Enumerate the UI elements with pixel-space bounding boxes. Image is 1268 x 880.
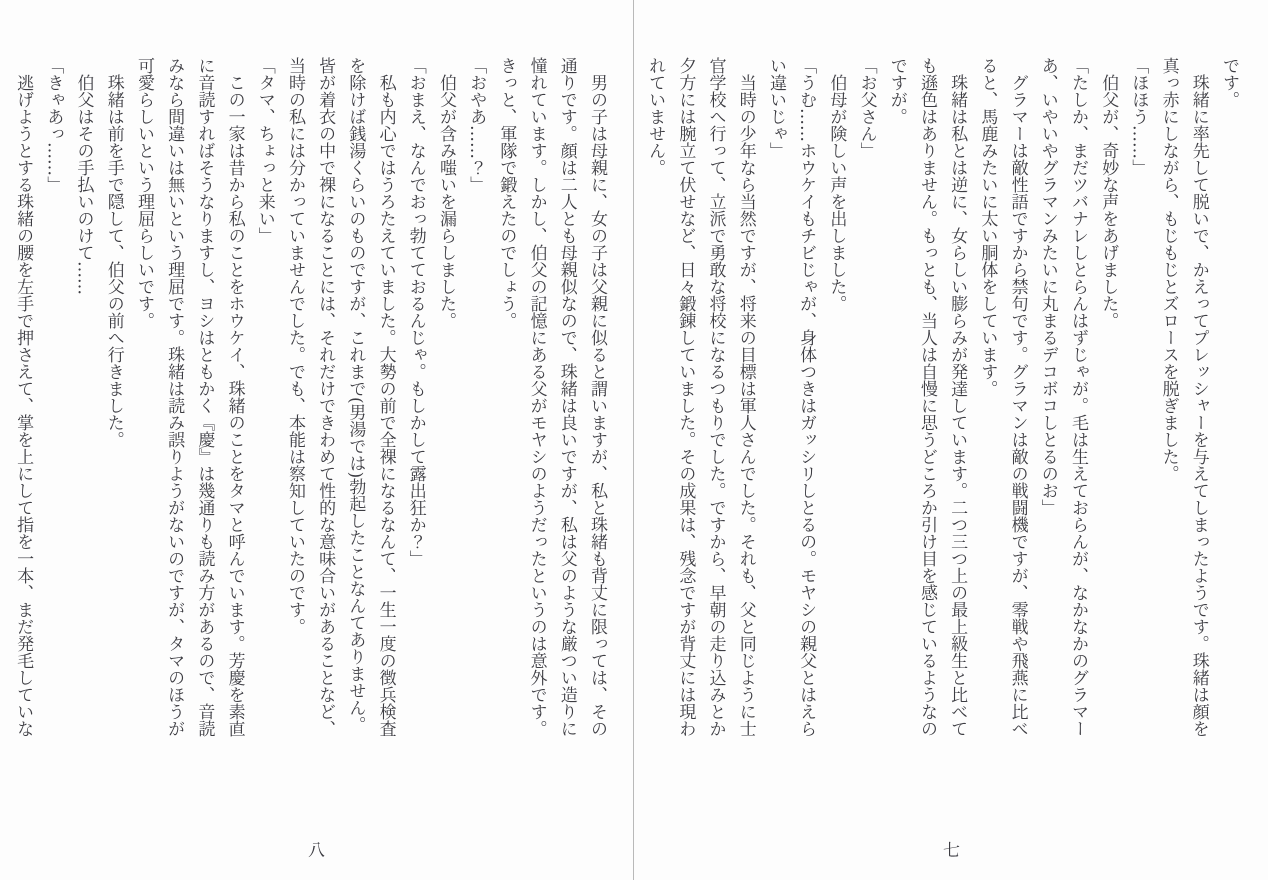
text-line: 通りです。顔は二人とも母親似なので、珠緒は良いですが、私は父のような厳つい造りに: [556, 57, 577, 737]
text-line: 「タマ、ちょっと来い」: [254, 57, 275, 244]
text-line: 当時の私には分かっていませんでした。でも、本能は察知していたのです。: [284, 57, 305, 635]
text-line: 私も内心ではうろたえていました。大勢の前で全裸になるなんて、一生一度の徴兵検査: [375, 57, 396, 737]
text-line: 伯母が険しい声を出しました。: [826, 57, 847, 312]
text-line: 珠緒は私とは逆に、女らしい膨らみが発達しています。二つ三つ上の最上級生と比べて: [947, 57, 968, 737]
text-line: です。: [1219, 57, 1239, 108]
text-line: れていません。: [645, 57, 666, 176]
text-line: 男の子は母親に、女の子は父親に似ると謂いますが、私と珠緒も背丈に限っては、その: [587, 57, 607, 737]
text-line: ると、馬鹿みたいに太い胴体をしています。: [977, 57, 998, 397]
text-line: 珠緒は前を手で隠して、伯父の前へ行きました。: [103, 57, 124, 448]
text-line: 当時の少年なら当然ですが、将来の目標は軍人さんでした。それも、父と同じように士: [735, 57, 756, 737]
text-line: 伯父はその手払いのけて……: [73, 57, 94, 295]
text-line: ですが。: [886, 57, 907, 125]
text-line: 「たしか、まだツバナレしとらんはずじゃが。毛は生えておらんが、なかなかのグラマー: [1067, 57, 1088, 737]
text-line: 官学校へ行って、立派で勇敢な将校になるつもりでした。ですから、早朝の走り込みとか: [705, 57, 726, 737]
text-line: 「お父さん」: [856, 57, 877, 159]
page-right-text: [640, 57, 1244, 738]
page-right: [635, 0, 1268, 880]
text-line: 珠緒に率先して脱いで、かえってプレッシャーを与えてしまったようです。珠緒は顔を: [1188, 57, 1209, 737]
text-line: 伯父が、奇妙な声をあげました。: [1098, 57, 1119, 329]
text-line: 逃げようとする珠緒の腰を左手で押さえて、掌を上にして指を一本、まだ発毛していな: [13, 57, 34, 737]
text-line: この一家は昔から私のことをホウケイ、珠緒のことをタマと呼んでいます。芳慶を素直: [224, 57, 245, 737]
text-line: に音読すればそうなりますし、ヨシはともかく『慶』は幾通りも読み方があるので、音読: [194, 57, 215, 737]
text-line: あ、いやいやグラマンみたいに丸まるデコボコしとるのお」: [1037, 57, 1058, 516]
text-line: 憧れています。しかし、伯父の記憶にある父がモヤシのようだったというのは意外です。: [526, 57, 547, 737]
text-line: 伯父が含み嗤いを漏らしました。: [435, 57, 456, 329]
page-number-right: 七: [943, 841, 960, 861]
page-left-text: [8, 57, 612, 738]
text-line: きっと、軍隊で鍛えたのでしょう。: [496, 57, 517, 329]
text-line: 「おやあ……？」: [466, 57, 487, 193]
text-line: 夕方には腕立て伏せなど、日々鍛錬していました。その成果は、残念ですが背丈には現わ: [675, 57, 696, 737]
page-divider: [633, 0, 634, 880]
text-line: を除けば銭湯くらいのものですが、これまで(男湯では)勃起したことなんてありません。: [345, 57, 366, 734]
page-left: [0, 0, 633, 880]
text-line: 「ほほう……」: [1128, 57, 1149, 176]
text-line: 「うむ……ホウケイもチビじゃが、身体つきはガッシリしとるの。モヤシの親父とはえら: [796, 57, 817, 737]
text-line: 「おまえ、なんでおっ勃てておるんじゃ。もしかして露出狂か？」: [405, 57, 426, 567]
text-line: 皆が着衣の中で裸になることには、それだけできわめて性的な意味合いがあることなど、: [315, 57, 336, 737]
text-line: も遜色はありません。もっとも、当人は自慢に思うどころか引け目を感じているようなの: [916, 57, 937, 737]
text-line: みなら間違いは無いという理屈です。珠緒は読み誤りようがないのですが、タマのほうが: [164, 57, 185, 737]
text-line: グラマーは敵性語ですから禁句です。グラマンは敵の戦闘機ですが、零戦や飛燕に比べ: [1007, 57, 1028, 737]
text-line: 可愛らしいという理屈らしいです。: [133, 57, 154, 329]
text-line: い違いじゃ」: [765, 57, 786, 159]
text-line: 真っ赤にしながら、もじもじとズロースを脱ぎました。: [1158, 57, 1179, 482]
text-line: 「きゃあっ……」: [43, 57, 64, 193]
page-number-left: 八: [308, 841, 325, 861]
